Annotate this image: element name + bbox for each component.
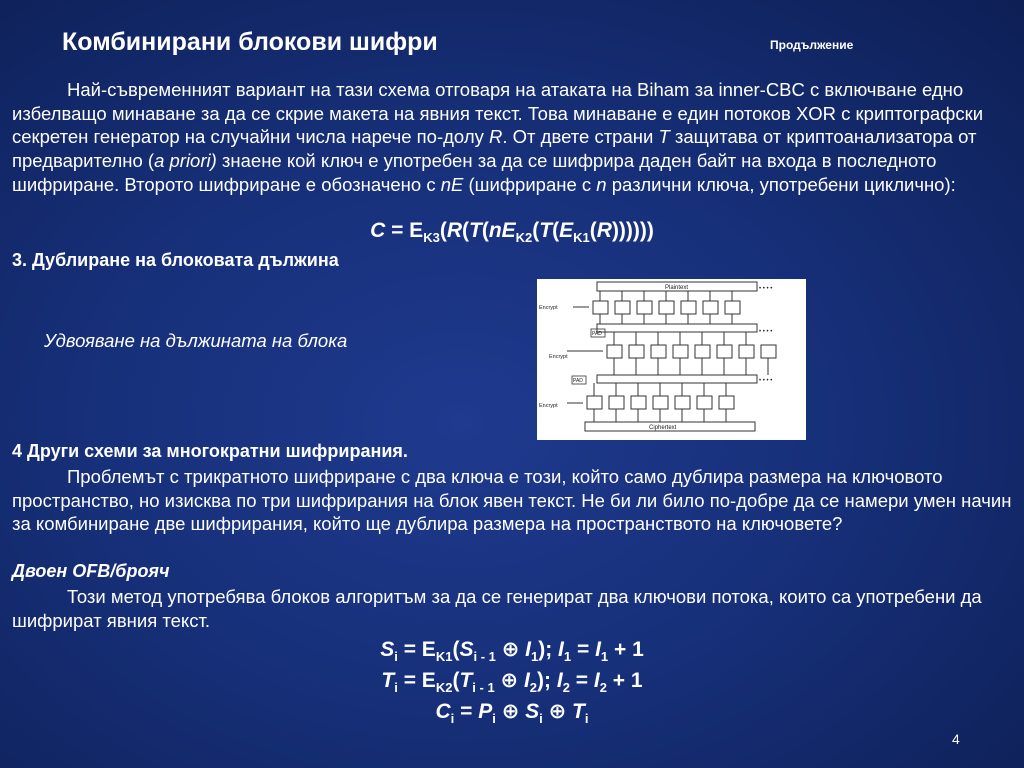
diagram-dots: • • • •	[759, 378, 773, 384]
diagram-ciphertext-label: Ciphertext	[649, 425, 677, 431]
diagram-pad-label: PAD	[573, 378, 583, 384]
section-5-paragraph: Този метод употребява блоков алгоритъм за да се генерират два ключови потока, които са употребени да шифрират явния текст.	[12, 586, 982, 631]
section-5-heading: Двоен OFB/брояч	[12, 561, 170, 581]
diagram-dots: • • • •	[759, 329, 773, 335]
section-3-heading: 3. Дублиране на блоковата дължина	[12, 250, 339, 270]
block-doubling-diagram	[537, 279, 806, 440]
slide-title: Комбинирани блокови шифри	[62, 28, 438, 56]
triple-encryption-formula: $C = E_{K3}(R(T(nE_{K2}(T(E_{K1}(R))))))$	[370, 219, 654, 246]
page-number: 4	[952, 731, 960, 747]
diagram-encrypt-label: Encrypt	[549, 354, 568, 360]
ti-formula: $T_i = E_{K2}(T_{i - 1}$ ⊕ $I_2$); $I_2 = I_2 + 1$	[381, 669, 643, 696]
section-4-heading: 4 Други схеми за многократни шифрирания.	[12, 441, 408, 461]
si-formula: $S_i = E_{K1}(S_{i - 1}$ ⊕ $I_1$); $I_1 = I_1 + 1$	[380, 638, 644, 665]
intro-paragraph: Най-съвременният вариант на тази схема отговаря на атаката на Biham за inner-CBC с включване едно избелващо минаване за да се скрие макета на явния текст. Това минаване е един потоков XOR с криптографски секретен генератор на случайни числа нарече по-долу R. От двете страни T защитава от криптоанализатора от предварително (a priori) знаене кой ключ е употребен за да се шифрира даден байт на входа в последното шифриране. Второто шифриране е обозначено с nE (шифриране с n различни ключа, употребени циклично):	[12, 79, 984, 195]
section-4-paragraph: Проблемът с трикратното шифриране с два ключа е този, който само дублира размера на ключовото пространство, но изисква по три шифрирания на блок явен текст. Не би ли било по-добре да се намери умен начин за комбиниране две шифрирания, който ще дублира размера на пространството на ключовете?	[12, 466, 1012, 535]
diagram-encrypt-label: Encrypt	[539, 305, 558, 311]
diagram-pad-label: PAD	[592, 331, 602, 337]
block-doubling-caption: Удвояване на дължината на блока	[44, 330, 348, 351]
diagram-plaintext-label: Plaintext	[665, 285, 689, 291]
diagram-dots: • • • •	[759, 286, 773, 292]
ci-formula: $C_i = P_i$ ⊕ $S_i$ ⊕ $T_i$	[435, 700, 589, 727]
diagram-encrypt-label: Encrypt	[539, 403, 558, 409]
slide-subtitle: Продължение	[770, 38, 854, 52]
